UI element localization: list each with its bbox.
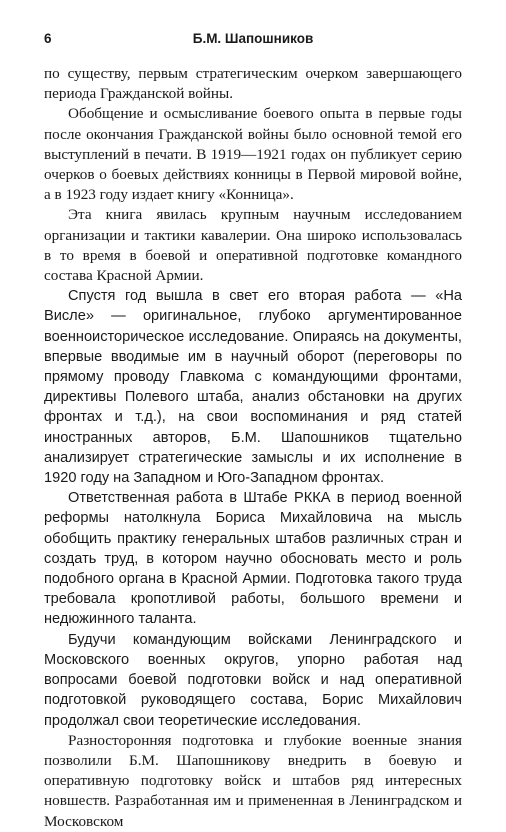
running-head (44, 31, 462, 51)
body-text (44, 64, 462, 832)
paragraph-1: по существу, первым стратегическим очерком завершающего периода Гражданской войны. (44, 65, 462, 103)
paragraph-7: Разносторонняя подготовка и глубокие военные знания позволили Б.М. Шапошникову внедрить в боевую и оперативную подготовку войск и штабов ряд интересных новшеств. Разработанная им и примененная в Ленинградском и Московском (44, 731, 462, 830)
paragraph-4: Спустя год вышла в свет его вторая работа — «На Висле» — оригинальное, глубоко аргументированное военноисторическое исследование. Опираясь на документы, впервые вводимые им в научный оборот (переговоры по прямому проводу Главкома с командующими фронтами, директивы Полевого штаба, анализ обстановки на других фронтах и т.д.), на свои воспоминания и ряд статей иностранных авторов, Б.М. Шапошников тщательно анализирует стратегические замыслы и их исполнение в 1920 году на Западном и Юго-Западном фронтах. (44, 288, 462, 487)
paragraph-2: Обобщение и осмысливание боевого опыта в первые годы после окончания Гражданской войны было основной темой его выступлений в печати. В 1919—1921 годах он публикует серию очерков о боевых действиях конницы в Первой мировой войне, а в 1923 году издает книгу «Конница». (44, 105, 462, 204)
paragraph-5: Ответственная работа в Штабе РККА в период военной реформы натолкнула Бориса Михайловича на мысль обобщить практику генеральных штабов различных стран и создать труд, в котором научно обосновать место и роль подобного органа в Красной Армии. Подготовка такого труда требовала кропотливой работы, большого времени и недюжинного таланта. (44, 490, 462, 628)
paragraph-6: Будучи командующим войсками Ленинградского и Московского военных округов, упорно работая над вопросами боевой подготовки войск и над оперативной подготовкой руководящего состава, Борис Михайлович продолжал свои теоретические исследования. (44, 631, 462, 729)
page-number: 6 (44, 31, 52, 46)
running-title: Б.М. Шапошников (192, 31, 314, 46)
paragraph-3: Эта книга явилась крупным научным исследованием организации и тактики кавалерии. Она широко использовалась в то время в боевой и оперативной подготовке командного состава Красной Армии. (44, 206, 462, 285)
